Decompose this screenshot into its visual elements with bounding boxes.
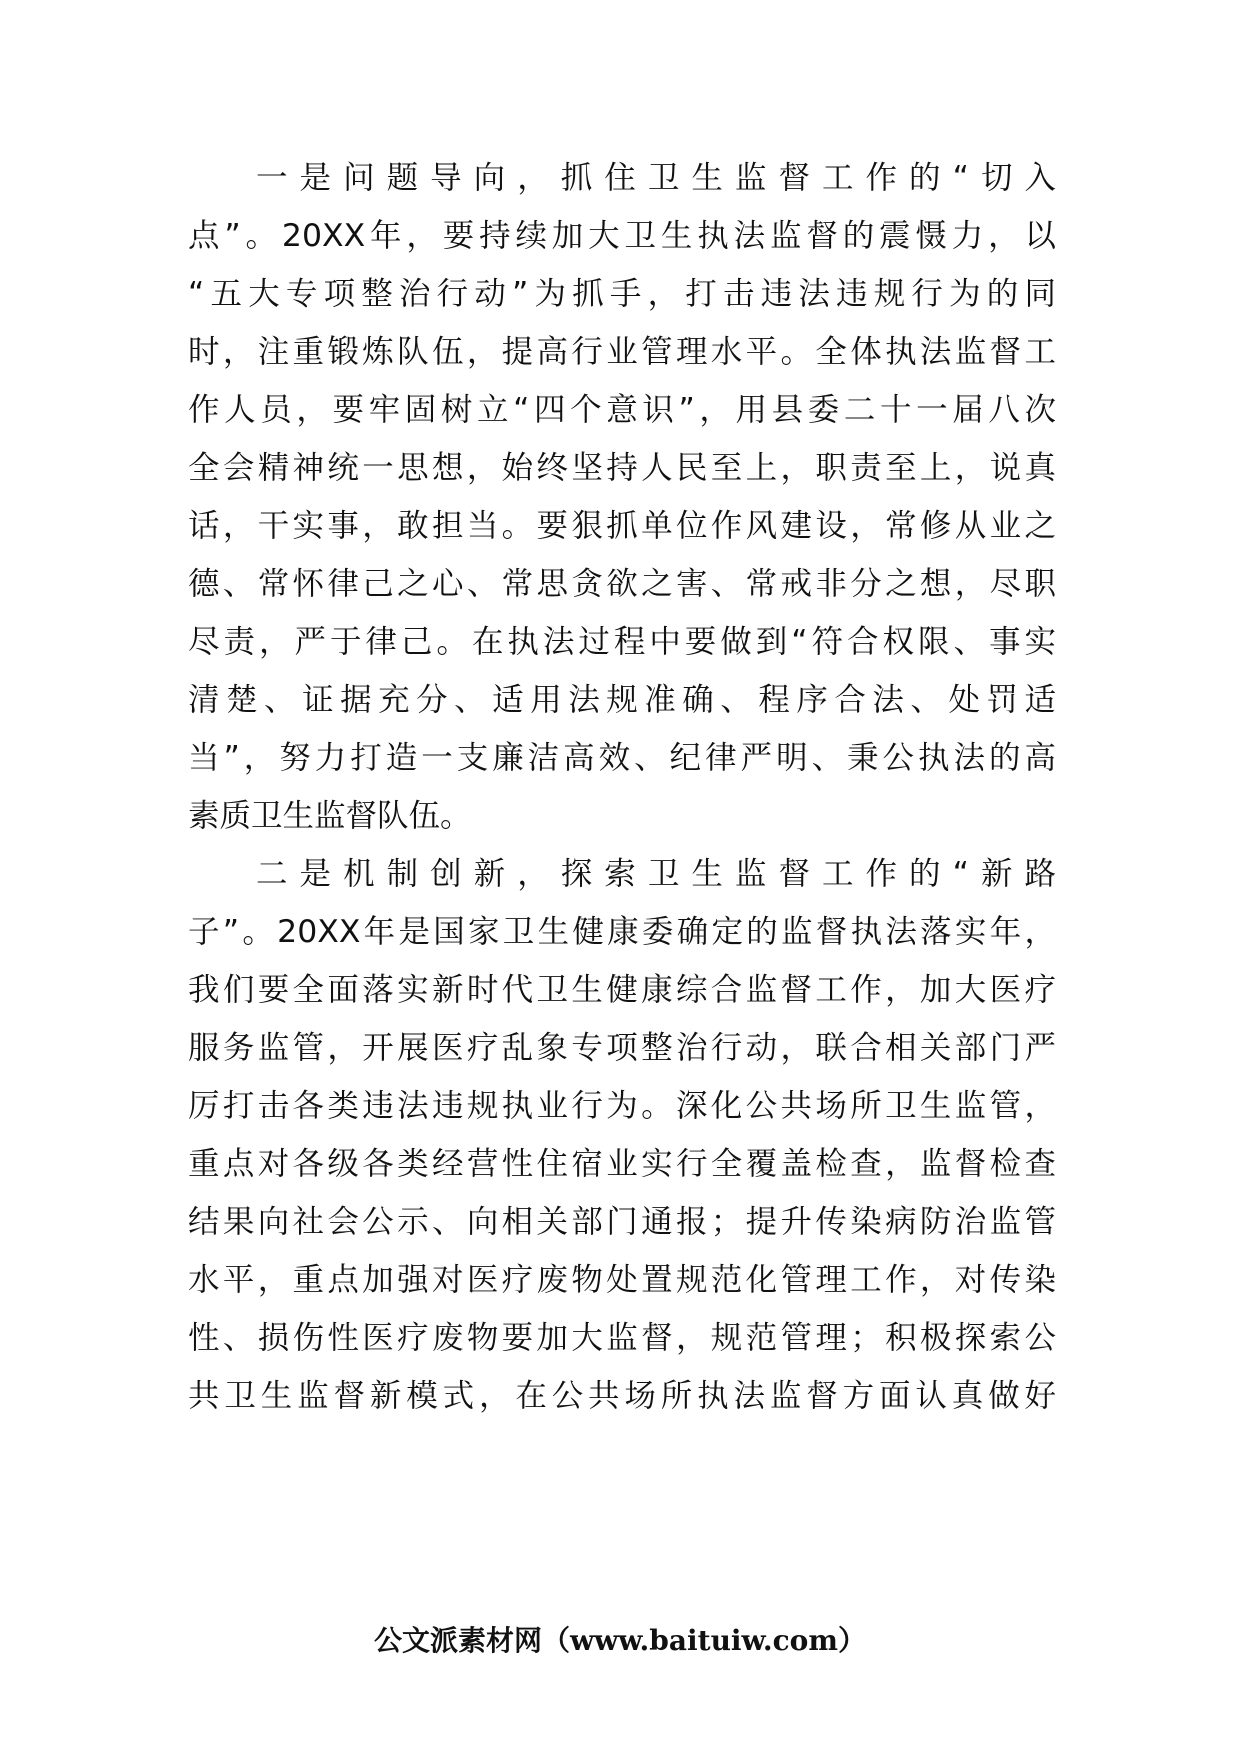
paragraph-1-line-5: 作人员，要牢固树立“四个意识”，用县委二十一届八次 (188, 392, 1056, 428)
paragraph-1-line-4: 时，注重锻炼队伍，提高行业管理水平。全体执法监督工 (188, 334, 1056, 370)
paragraph-1-line-11: 当”，努力打造一支廉洁高效、纪律严明、秉公执法的高 (188, 740, 1056, 776)
paragraph-2-line-9: 性、损伤性医疗废物要加大监督，规范管理；积极探索公 (188, 1320, 1056, 1356)
paragraph-1-line-9: 尽责，严于律己。在执法过程中要做到“符合权限、事实 (188, 624, 1056, 660)
paragraph-1-line-1: 一是问题导向，抓住卫生监督工作的“切入 (256, 160, 1056, 196)
paragraph-2-line-10: 共卫生监督新模式，在公共场所执法监督方面认真做好 (188, 1378, 1056, 1414)
paragraph-1-line-12: 素质卫生监督队伍。 (188, 798, 472, 834)
paragraph-1-line-3: “五大专项整治行动”为抓手，打击违法违规行为的同 (188, 276, 1056, 312)
paragraph-2-line-3: 我们要全面落实新时代卫生健康综合监督工作，加大医疗 (188, 972, 1056, 1008)
paragraph-2-line-6: 重点对各级各类经营性住宿业实行全覆盖检查，监督检查 (188, 1146, 1056, 1182)
paragraph-2-line-4: 服务监管，开展医疗乱象专项整治行动，联合相关部门严 (188, 1030, 1056, 1066)
paragraph-1-line-6: 全会精神统一思想，始终坚持人民至上，职责至上，说真 (188, 450, 1056, 486)
paragraph-2-line-2: 子”。20XX年是国家卫生健康委确定的监督执法落实年， (188, 914, 1056, 950)
paragraph-2-line-1: 二是机制创新，探索卫生监督工作的“新路 (256, 856, 1056, 892)
footer-watermark: 公文派素材网（www.baituiw.com） (374, 1624, 866, 1657)
paragraph-2-line-8: 水平，重点加强对医疗废物处置规范化管理工作，对传染 (188, 1262, 1056, 1298)
paragraph-2-line-7: 结果向社会公示、向相关部门通报；提升传染病防治监管 (188, 1204, 1056, 1240)
paragraph-1-line-10: 清楚、证据充分、适用法规准确、程序合法、处罚适 (188, 682, 1056, 718)
paragraph-2-line-5: 厉打击各类违法违规执业行为。深化公共场所卫生监管， (188, 1088, 1056, 1124)
paragraph-1-line-7: 话，干实事，敢担当。要狠抓单位作风建设，常修从业之 (188, 508, 1056, 544)
paragraph-1-line-8: 德、常怀律己之心、常思贪欲之害、常戒非分之想，尽职 (188, 566, 1056, 602)
paragraph-1-line-2: 点”。20XX年，要持续加大卫生执法监督的震慑力，以 (188, 218, 1057, 254)
